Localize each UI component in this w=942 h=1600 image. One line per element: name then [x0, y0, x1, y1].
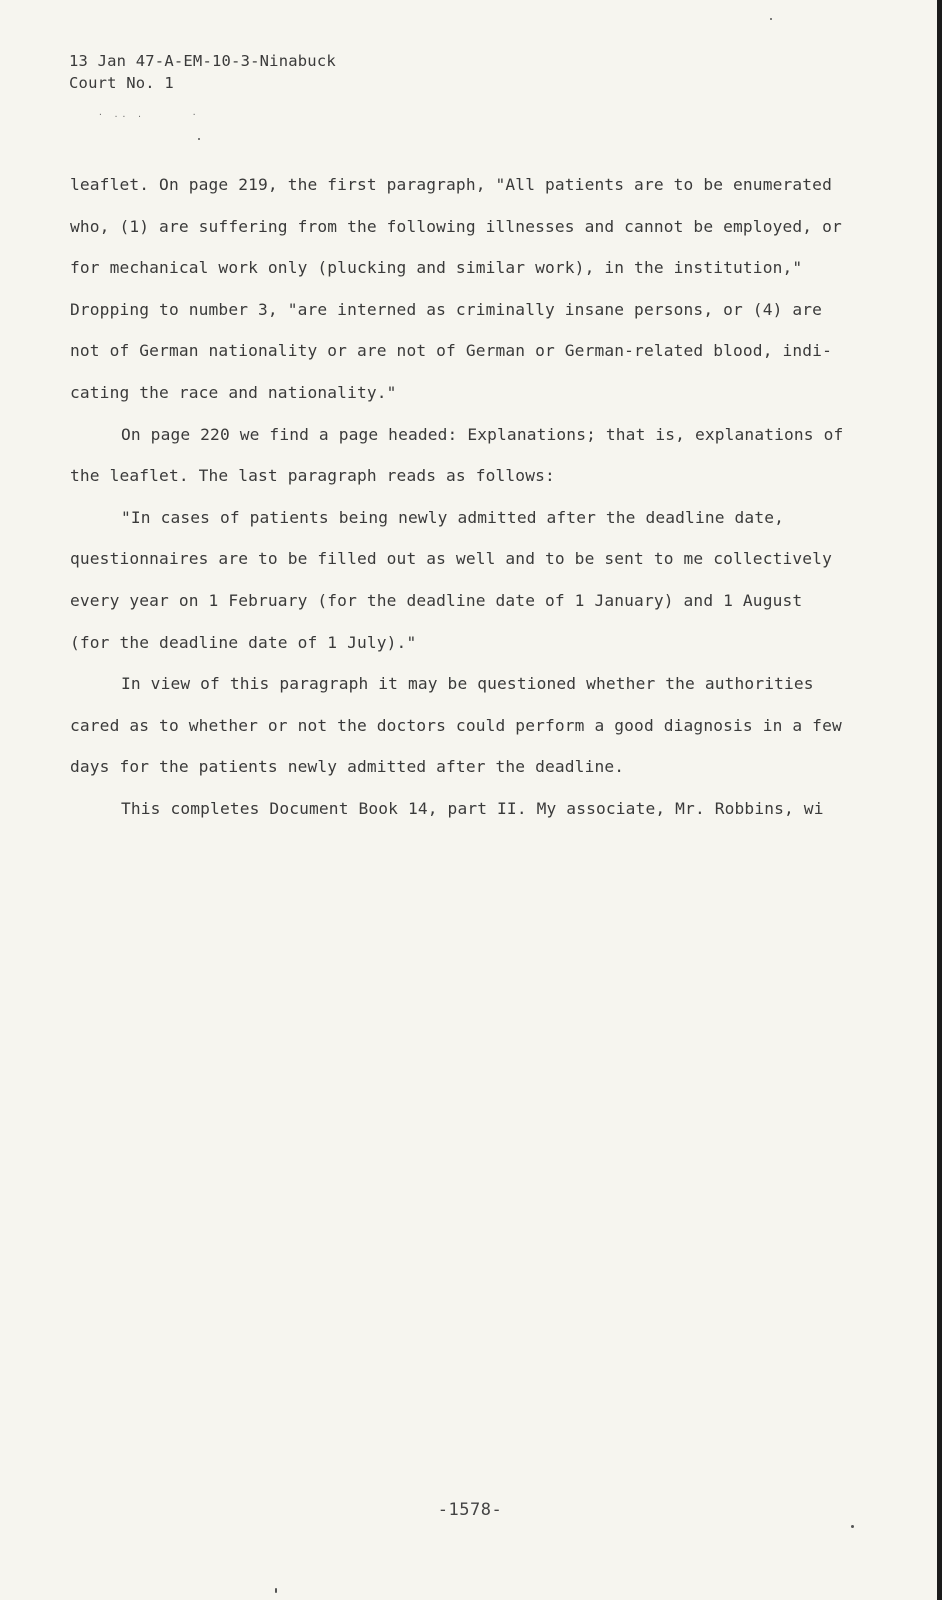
- ink-speck: [851, 1525, 854, 1528]
- document-header: [69, 50, 336, 94]
- header-court: Court No. 1: [69, 74, 174, 92]
- page-edge: [937, 0, 940, 1600]
- ink-speck: [198, 138, 200, 140]
- text-line: leaflet. On page 219, the first paragraph, "All patients are to be enumerated: [70, 175, 832, 194]
- text-line: cared as to whether or not the doctors could perform a good diagnosis in a few: [70, 715, 842, 735]
- text-line: In view of this paragraph it may be questioned whether the authorities: [121, 674, 814, 694]
- header-reference: 13 Jan 47-A-EM-10-3-Ninabuck: [69, 52, 336, 70]
- text-line: who, (1) are suffering from the following illnesses and cannot be employed, or: [70, 216, 842, 236]
- text-line: the leaflet. The last paragraph reads as follows:: [70, 466, 555, 486]
- body-text: [70, 164, 870, 830]
- text-line: not of German nationality or are not of German or German-related blood, indi-: [70, 341, 832, 361]
- text-line: This completes Document Book 14, part II. My associate, Mr. Robbins, wi: [121, 798, 824, 818]
- text-line: every year on 1 February (for the deadline date of 1 January) and 1 August: [70, 590, 803, 610]
- text-line: (for the deadline date of 1 July).": [70, 632, 417, 652]
- page-number: -1578-: [437, 1500, 503, 1520]
- text-line: On page 220 we find a page headed: Explanations; that is, explanations of: [121, 424, 844, 444]
- ink-speck: [275, 1588, 277, 1593]
- text-line: for mechanical work only (plucking and similar work), in the institution,": [70, 258, 803, 278]
- text-line: days for the patients newly admitted after the deadline.: [70, 757, 625, 777]
- text-line: questionnaires are to be filled out as well and to be sent to me collectively: [70, 549, 832, 569]
- text-line: cating the race and nationality.": [70, 382, 397, 402]
- text-line: "In cases of patients being newly admitted after the deadline date,: [121, 507, 785, 527]
- text-line: Dropping to number 3, "are interned as criminally insane persons, or (4) are: [70, 299, 823, 319]
- stray-marks: · .. . ·: [98, 110, 200, 119]
- ink-speck: [770, 18, 772, 20]
